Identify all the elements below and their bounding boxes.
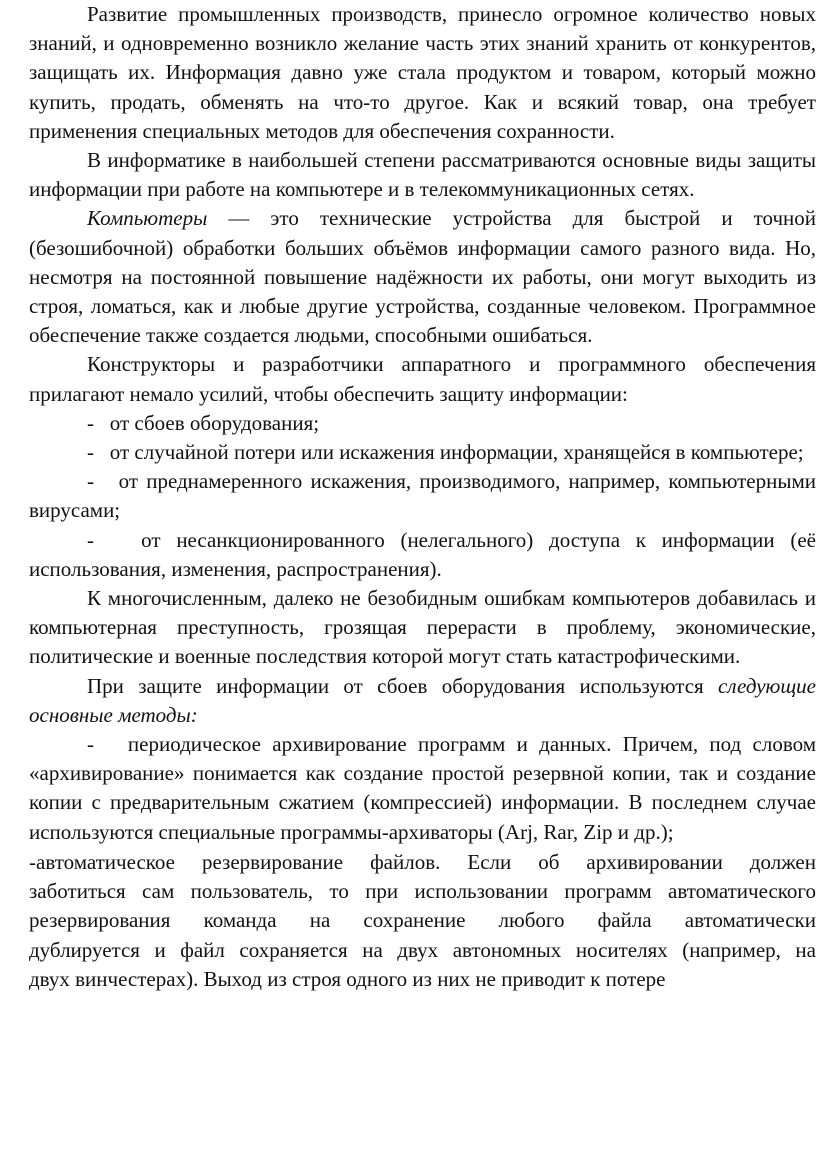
- auto-backup-block: [29, 847, 816, 994]
- text-line: заботиться сам пользователь, то при использовании программ автоматического: [29, 879, 816, 904]
- paragraph-4: Конструкторы и разработчики аппаратного и программного обеспечения прилагают немало усилий, чтобы обеспечить защиту информации:: [29, 352, 816, 406]
- list-item: - от случайной потери или искажения информации, хранящейся в компьютере;: [87, 440, 804, 465]
- paragraph-1: Развитие промышленных производств, принесло огромное количество новых знаний, и одновременно возникло желание часть этих знаний хранить от конкурентов, защищать их. Информация давно уже стала продуктом и товаром, который можно купить, продать, обменять на что-то другое. Как и всякий товар, она требует применения специальных методов для обеспечения сохранности.: [29, 2, 816, 143]
- text-line: резервирования команда на сохранение любого файла автоматически: [29, 908, 816, 933]
- list-item: - от преднамеренного искажения, производимого, например, компьютерными вирусами;: [29, 469, 816, 523]
- text-line: -автоматическое резервирование файлов. Если об архивировании должен: [29, 849, 816, 874]
- list-item: - от сбоев оборудования;: [87, 410, 320, 435]
- document-page: [29, 0, 816, 994]
- paragraph-5: К многочисленным, далеко не безобидным ошибкам компьютеров добавилась и компьютерная преступность, грозящая перерасти в проблему, экономические, политические и военные последствия которой могут стать катастрофическими.: [29, 586, 816, 669]
- text-line: дублируется и файл сохраняется на двух автономных носителях (например, на: [29, 937, 816, 962]
- methods-emphasis: следующие основные методы:: [29, 673, 816, 727]
- paragraph-2: В информатике в наибольшей степени рассматриваются основные виды защиты информации при работе на компьютере и в телекоммуникационных сетях.: [29, 148, 816, 202]
- paragraph-6: [29, 672, 816, 730]
- paragraph-6-body: При защите информации от сбоев оборудования используются: [87, 673, 719, 698]
- list-item: - периодическое архивирование программ и данных. Причем, под словом «архивирование» понимается как создание простой резервной копии, так и создание копии с предварительным сжатием (компрессией) информации. В последнем случае используются специальные программы-архиваторы (Arj, Rar, Zip и др.);: [29, 732, 816, 844]
- text-line: двух винчестерах). Выход из строя одного из них не приводит к потере: [29, 966, 666, 991]
- list-item: - от несанкционированного (нелегального) доступа к информации (её использования, изменения, распространения).: [29, 527, 816, 581]
- paragraph-3-body: — это технические устройства для быстрой и точной (безошибочной) обработки больших объёмов информации самого разного вида. Но, несмотря на постоянной повышение надёжности их работы, они могут выходить из строя, ломаться, как и любые другие устройства, созданные человеком. Программное обеспечение также создается людьми, способными ошибаться.: [29, 206, 816, 348]
- term-computers: Компьютеры: [87, 206, 208, 231]
- paragraph-3: [29, 204, 816, 350]
